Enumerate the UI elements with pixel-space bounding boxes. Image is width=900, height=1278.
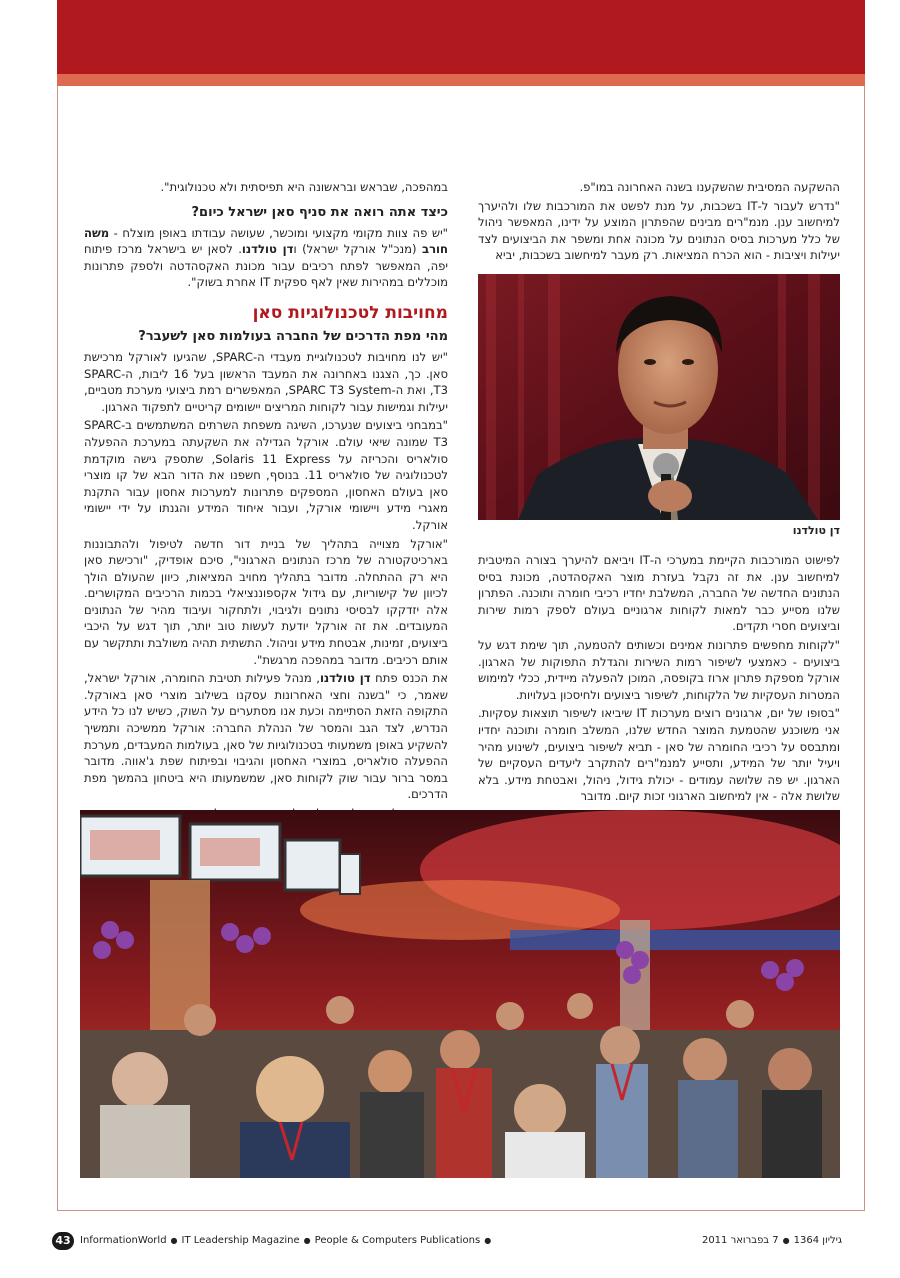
left-column [84, 179, 448, 857]
right-column-bottom [478, 552, 840, 807]
text-span: (מנכ"ל אורקל ישראל) ו [293, 242, 422, 257]
header-red-band [57, 0, 865, 74]
person-name: דן טולדנו [241, 242, 294, 257]
text-span: את הכנס פתח [370, 671, 448, 686]
issue-number: גיליון 1364 [793, 1235, 842, 1246]
right-column-top [478, 179, 840, 266]
paragraph: "בסופו של יום, ארגונים רוצים מערכות IT שיביאו לשיפור תוצאות עסקיות. אני משוכנע שהטמעת המוצר החדש שלנו, המשלב חומרה ותוכנה יחדיו ומתבסס על רכיבי החומרה של סאן - תביא לשיפור ביצועים, לשינוע מהיר ויעיל יותר של המידע, ותסייע למנמ"רים להתקרב ליעדים העסקיים של הארגון. יש פה שלושה עמודים - יכולת גידול, ניהול, ואבטחת מידע. בלא שלושת אלה - אין למיחשוב הארגוני זכות קיום. מדובר [478, 706, 840, 804]
issue-date: 7 בפברואר 2011 [701, 1235, 779, 1246]
person-name: דן טולדנו [319, 671, 371, 686]
paragraph: "אורקל מצוייה בתהליך של בניית דור חדשה לטיפול ולהתבוננות בארכיטקטורה של מרכז הנתונים הארגוני", סיכם אופדיק, "ורכישת סאן היא רק ההתחלה. מדובר בתהליך מחויב המציאות, כיוון שהעולם הולך לכיוון של קישוריות, עם גידול אקספוננציאלי בכמות הרכיבים המקושרים. אלה יזדקקו לבסיסי נתונים ולגיבוי, ולתחקור ועיבוד מהיר של הנתונים המעובדים. את זה אורקל יודעת לעשות טוב יותר, תוך דגש על היכבי ביצועים, זמינות, אבטחת מידע וניהול. התשתית תהיה משולבת ותתקשר עם אותם רכיבים. מדובר במהפכה מרגשת". [84, 536, 448, 667]
text-span: . לסאן יש בישראל מרכז פיתוח יפה, המאפשר לפתח רכיבים עבור מכונת האקסהדטה ולספק פתרונות מוכללים במהירות שאין לאף ספקית IT אחרת בשוק". [84, 242, 448, 290]
paragraph: במהפכה, שבראש ובראשונה היא תפיסתית ולא טכנולוגית". [160, 180, 448, 194]
paragraph [84, 670, 448, 803]
text-span: , מנהל פעילות תטיבת החומרה, אורקל ישראל, שאמר, כי "בשנה וחצי האחרונות עסקנו בשילוב מוצרי סאן באורקל. התקופה הזאת הסתיימה וכעת אנו מסתערים על השוק, כשיש לנו כל הידע הנדרש, לצד הגב והמסר של הנהלת החברה: אורקל ממשיכה ותמשיך להשקיע באופן משמעותי בטכנולוגיות של סאן, בעולמות המעבדים, מערכת ההפעלה סולאריס, במוצרי האחסון והגיבוי ובפיתוח שפת ג'אווה. מדובר במסר ברור עבור שוק לקוחות סאן, שמשמעותו היא ביטחון בהמשך מפת הדרכים. [84, 671, 448, 802]
text-span: "יש פה צוות מקומי מקצועי ומוכשר, שעושה עבודתו באופן מוצלח - [109, 225, 448, 240]
conference-crowd-photo [80, 810, 840, 1178]
header-orange-strip [57, 74, 865, 86]
paragraph: "נדרש לעבור ל-IT בשכבות, על מנת לפשט את המורכבות שלו ולהיערך למיחשוב ענן. מנמ"רים מבינים שהפתרון המוצע על ידינו, המאפשר ניהול של כלל מערכות בסיס הנתונים על מכונה אחת ומשפר את הביצועים לצד יעילות ויציבות - הוא הכרח המציאות. רק מעבר למיחשוב בשכבות, יביא [478, 198, 840, 263]
portrait-caption: דן טולדנו [792, 524, 840, 537]
publication-name: IT Leadership Magazine [181, 1235, 300, 1246]
page-number: 43 [52, 1232, 74, 1250]
publication-name: InformationWorld [80, 1235, 167, 1246]
question-heading: כיצד אתה רואה את סניף סאן ישראל כיום? [191, 204, 448, 220]
paragraph [84, 225, 448, 291]
paragraph: ההשקעה המסיבית שהשקענו בשנה האחרונה במו"פ. [579, 180, 840, 194]
paragraph: "לקוחות מחפשים פתרונות אמינים וכשותים להטמעה, תוך שימת דגש על ביצועים - כאמצעי לשיפור רמות השירות והגדלת התפוקות של הארגון. אורקל מספקת פתרון ארוז בקופסה, המוכן להפעלה מיידית, ככלי למימוש המטרות העסקיות של הלקוחות, לשיפור ביצועים ולחיסכון בעלויות. [478, 637, 840, 702]
paragraph: לפישוט המורכבות הקיימת במערכי ה-IT ויביאם להיערך בצורה המיטבית למיחשוב ענן. את זה נקבל בעזרת מוצר האקסהדטה, מכונת בסיס הנתונים החדשה של החברה, המשלבת יחדיו רכיבי חומרה ותוכנה. הפתרון שלנו מסייע כבר למאות לקוחות ארגוניים בעולם לספק רמות שירות וביצועים חסרי תקדים. [478, 553, 840, 634]
section-title: מחויבות לטכנולוגיות סאן [252, 302, 448, 323]
paragraph: "במבחני ביצועים שנערכו, השיגה משפחת השרתים המשתמשים ב-SPARC T3 שמונה שיאי עולם. אורקל הגדילה את השקעתה במערכת ההפעלה סולאריס והכריזה על Solaris 11 Express, שתספק גישה מוקדמת לטכנולוגיה של סולאריס 11. בנוסף, חשפנו את הדור הבא של קו מוצרי סאן בעולם האחסון, המספקים פתרונות למערכות אחסון עבור התקנת מאגרי מידע ויישומי אורקל, ועבור איחוד המידע והגנתו על ידי יישומי אורקל. [84, 418, 448, 532]
footer-issue-info: גיליון 1364●7 בפברואר 2011 [701, 1235, 842, 1246]
footer-publications: InformationWorld ● IT Leadership Magazine ● People & Computers Publications ● [80, 1235, 492, 1246]
person-name: משה חורב [84, 225, 448, 257]
page-footer [52, 1232, 842, 1250]
portrait-photo [478, 274, 840, 520]
paragraph: "יש לנו מחויבות לטכנולוגיית מעבדי ה-SPARC, שהגיעו לאורקל מרכישת סאן. כך, הצגנו באחרונה את המעבד הראשון בעל 16 ליבות, ה-SPARC T3, ואת ה-SPARC T3 System, המאפשרים רמת ביצועי מערכת מטביים, יעילות וגמישות עבור לקוחות המריצים יישומים קריטיים לתפקוד הארגון. [84, 349, 448, 414]
publication-name: People & Computers Publications [314, 1235, 481, 1246]
question-heading: מהי מפת הדרכים של החברה בעולמות סאן לשעבר? [138, 328, 448, 344]
